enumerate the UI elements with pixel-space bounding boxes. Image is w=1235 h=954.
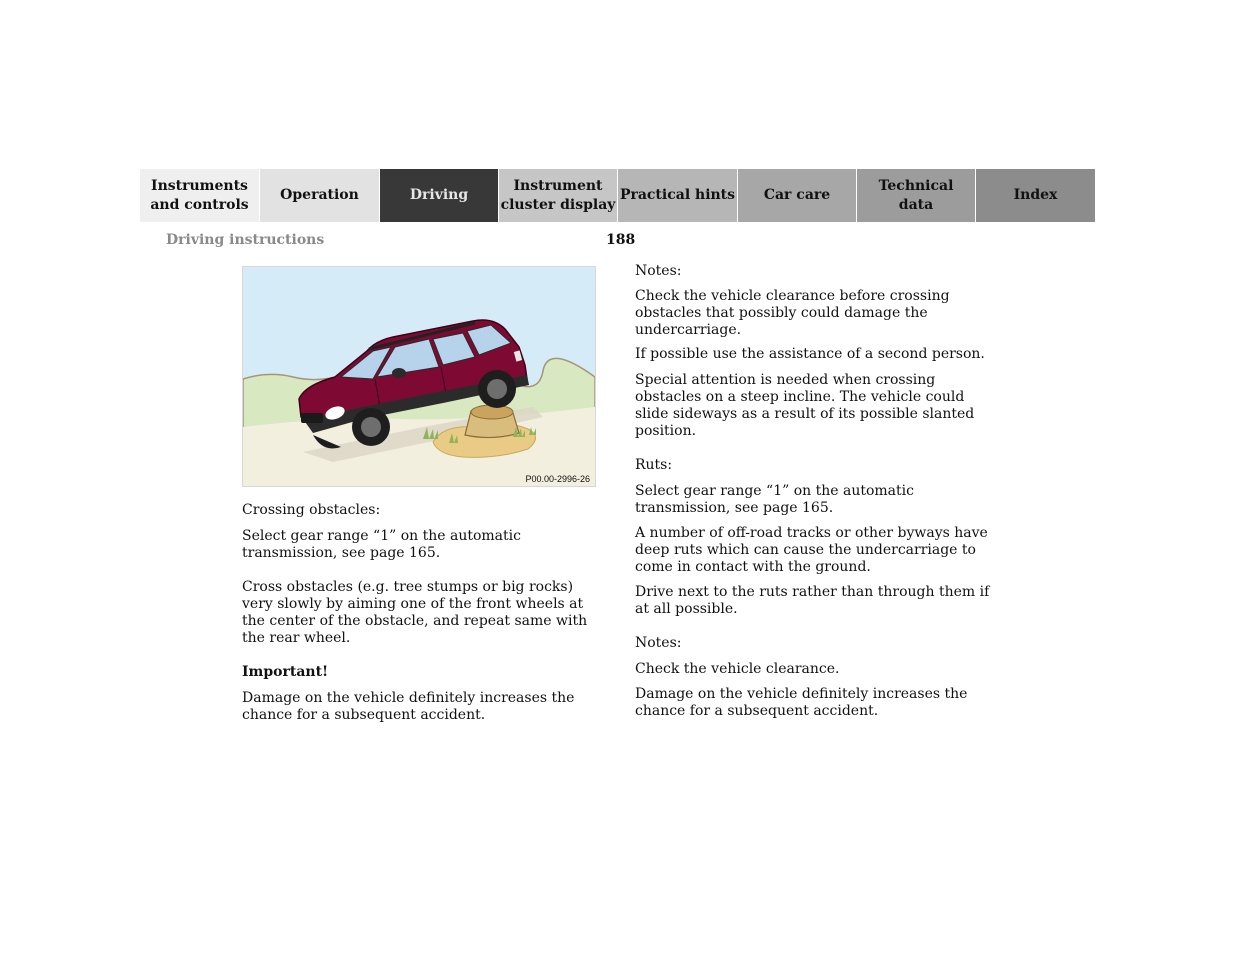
heading-notes: Notes: (635, 263, 682, 279)
tab-label: Index (1013, 187, 1058, 203)
tab-label: Operation (280, 187, 359, 203)
chapter-navigation (140, 169, 1095, 222)
tab-label: Driving (409, 187, 469, 203)
right-column (635, 263, 995, 720)
paragraph-ruts-gear-range: Select gear range “1” on the automatic transmission, see page 165. (635, 483, 914, 516)
paragraph-cross-obstacles: Cross obstacles (e.g. tree stumps or big rocks) very slowly by aiming one of the front wheels at the center of the obstacle, and repeat same with the rear wheel. (242, 579, 588, 646)
paragraph-drive-next-to-ruts: Drive next to the ruts rather than through them if at all possible. (635, 584, 990, 617)
heading-crossing-obstacles: Crossing obstacles: (242, 502, 381, 518)
tab-car-care[interactable] (738, 169, 857, 222)
tab-driving[interactable] (380, 169, 499, 222)
paragraph-check-clearance-2: Check the vehicle clearance. (635, 661, 840, 677)
tab-label: Instrument cluster display (500, 177, 616, 213)
paragraph-check-clearance: Check the vehicle clearance before crossing obstacles that possibly could damage the undercarriage. (635, 288, 950, 338)
paragraph-steep-incline: Special attention is needed when crossing obstacles on a steep incline. The vehicle could slide sideways as a result of its possible slanted position. (635, 372, 975, 439)
heading-notes-2: Notes: (635, 635, 682, 651)
tab-operation[interactable] (260, 169, 380, 222)
paragraph-important-text: Damage on the vehicle definitely increases the chance for a subsequent accident. (242, 690, 575, 723)
tab-label: Instruments and controls (150, 177, 249, 213)
tab-instrument-cluster-display[interactable] (499, 169, 618, 222)
important-label: Important! (242, 664, 329, 680)
vehicle-illustration (243, 267, 595, 486)
tab-technical-data[interactable] (857, 169, 976, 222)
tab-label: Technical data (878, 177, 954, 213)
paragraph-deep-ruts: A number of off-road tracks or other byways have deep ruts which can cause the undercarriage to come in contact with the ground. (635, 525, 988, 575)
tab-instruments-and-controls[interactable] (140, 169, 260, 222)
figure-code: P00.00-2996-26 (525, 474, 590, 484)
tab-practical-hints[interactable] (618, 169, 738, 222)
paragraph-second-person: If possible use the assistance of a second person. (635, 346, 985, 362)
left-column (242, 502, 602, 724)
tab-index[interactable] (976, 169, 1095, 222)
tab-label: Practical hints (619, 187, 736, 203)
illustration-vehicle-crossing-obstacle (242, 266, 596, 487)
page-number: 188 (606, 232, 636, 248)
section-title: Driving instructions (166, 232, 325, 248)
paragraph-gear-range: Select gear range “1” on the automatic transmission, see page 165. (242, 528, 521, 561)
paragraph-damage-accident: Damage on the vehicle definitely increases the chance for a subsequent accident. (635, 686, 968, 719)
heading-ruts: Ruts: (635, 457, 673, 473)
tab-label: Car care (763, 187, 831, 203)
